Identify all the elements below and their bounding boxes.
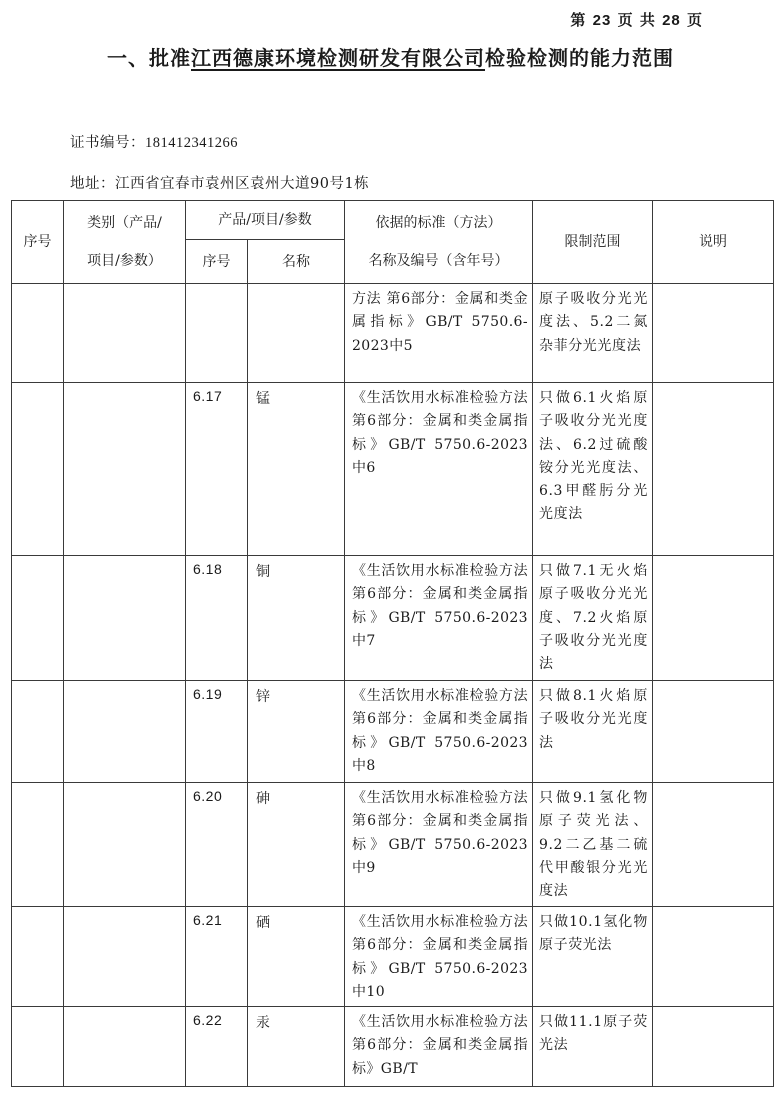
- cell-index: 6.21: [186, 907, 248, 1007]
- cell-standard: 《生活饮用水标准检验方法 第6部分：金属和类金属指标》GB/T 5750.6-2023中8: [345, 681, 533, 783]
- capability-table: [11, 200, 774, 1087]
- company-name: 江西德康环境检测研发有限公司: [191, 46, 485, 70]
- cell-index: [186, 284, 248, 383]
- certificate-line: [70, 131, 238, 152]
- cell-index: 6.19: [186, 681, 248, 783]
- title-prefix: 一、批准: [107, 46, 191, 70]
- header-product-group: 产品/项目/参数: [186, 201, 345, 240]
- header-category: [64, 201, 186, 284]
- header-product-name: 名称: [248, 240, 345, 284]
- address-label: 地址：: [70, 176, 115, 192]
- cell-category: [64, 556, 186, 681]
- page-total: 28: [662, 12, 681, 29]
- table-row: [12, 284, 774, 383]
- table-row: [12, 681, 774, 783]
- cell-category: [64, 907, 186, 1007]
- header-standard: [345, 201, 533, 284]
- cell-standard: 《生活饮用水标准检验方法 第6部分：金属和类金属指标》GB/T 5750.6-2023中10: [345, 907, 533, 1007]
- cell-limit: 只做6.1火焰原子吸收分光光度法、6.2过硫酸铵分光光度法、6.3甲醛肟分光光度法: [533, 383, 653, 556]
- cell-note: [653, 907, 774, 1007]
- address-value: 江西省宜春市袁州区袁州大道90号1栋: [115, 176, 370, 192]
- header-standard-line1: 依据的标准（方法）: [375, 215, 502, 231]
- table-row: [12, 783, 774, 907]
- cell-name: 锌: [248, 681, 345, 783]
- cell-limit: 只做11.1原子荧光法: [533, 1007, 653, 1087]
- cell-limit: 只做10.1氢化物原子荧光法: [533, 907, 653, 1007]
- cell-note: [653, 556, 774, 681]
- cell-index: 6.18: [186, 556, 248, 681]
- cell-index: 6.20: [186, 783, 248, 907]
- cell-name: 铜: [248, 556, 345, 681]
- cell-standard: 《生活饮用水标准检验方法 第6部分：金属和类金属指标》GB/T 5750.6-2023中9: [345, 783, 533, 907]
- cell-standard: 方法 第6部分：金属和类金属指标》GB/T 5750.6-2023中5: [345, 284, 533, 383]
- cell-seq: [12, 1007, 64, 1087]
- cell-name: 砷: [248, 783, 345, 907]
- page-current: 23: [592, 12, 612, 29]
- page-suffix: 页: [686, 11, 703, 29]
- cell-seq: [12, 783, 64, 907]
- cell-name: 硒: [248, 907, 345, 1007]
- header-limit: 限制范围: [533, 201, 653, 284]
- cell-note: [653, 783, 774, 907]
- cell-name: 锰: [248, 383, 345, 556]
- title-suffix: 检验检测的能力范围: [485, 46, 674, 70]
- cell-name: 汞: [248, 1007, 345, 1087]
- cell-seq: [12, 383, 64, 556]
- certificate-number: 181412341266: [145, 135, 238, 151]
- header-product-index: 序号: [186, 240, 248, 284]
- page-prefix: 第: [570, 11, 587, 29]
- cell-note: [653, 681, 774, 783]
- page-mid: 页 共: [617, 11, 656, 29]
- cell-standard: 《生活饮用水标准检验方法 第6部分：金属和类金属指标》GB/T: [345, 1007, 533, 1087]
- cell-index: 6.17: [186, 383, 248, 556]
- table-row: [12, 1007, 774, 1087]
- header-seq: 序号: [12, 201, 64, 284]
- cell-seq: [12, 907, 64, 1007]
- cell-note: [653, 383, 774, 556]
- table-row: [12, 907, 774, 1007]
- table-row: [12, 383, 774, 556]
- cell-category: [64, 783, 186, 907]
- document-title: [0, 42, 781, 71]
- cell-seq: [12, 556, 64, 681]
- cell-category: [64, 284, 186, 383]
- cell-limit: 只做7.1无火焰原子吸收分光光度、7.2火焰原子吸收分光光度法: [533, 556, 653, 681]
- cell-limit: 只做9.1氢化物原子荧光法、9.2二乙基二硫代甲酸银分光光度法: [533, 783, 653, 907]
- cell-limit: 原子吸收分光光度法、5.2二氮杂菲分光光度法: [533, 284, 653, 383]
- cell-seq: [12, 284, 64, 383]
- cell-standard: 《生活饮用水标准检验方法 第6部分：金属和类金属指标》GB/T 5750.6-2023中7: [345, 556, 533, 681]
- header-standard-line2: 名称及编号（含年号）: [368, 253, 509, 269]
- cell-limit: 只做8.1火焰原子吸收分光光度法: [533, 681, 653, 783]
- cell-category: [64, 1007, 186, 1087]
- address-line: [70, 172, 369, 193]
- cell-category: [64, 681, 186, 783]
- header-note: 说明: [653, 201, 774, 284]
- header-category-line2: 项目/参数）: [87, 253, 162, 269]
- certificate-label: 证书编号：: [70, 135, 145, 151]
- page-number: [570, 9, 703, 30]
- cell-index: 6.22: [186, 1007, 248, 1087]
- header-category-line1: 类别（产品/: [87, 215, 162, 231]
- cell-category: [64, 383, 186, 556]
- cell-standard: 《生活饮用水标准检验方法 第6部分：金属和类金属指标》GB/T 5750.6-2023中6: [345, 383, 533, 556]
- cell-seq: [12, 681, 64, 783]
- cell-note: [653, 284, 774, 383]
- cell-name: [248, 284, 345, 383]
- table-row: [12, 556, 774, 681]
- cell-note: [653, 1007, 774, 1087]
